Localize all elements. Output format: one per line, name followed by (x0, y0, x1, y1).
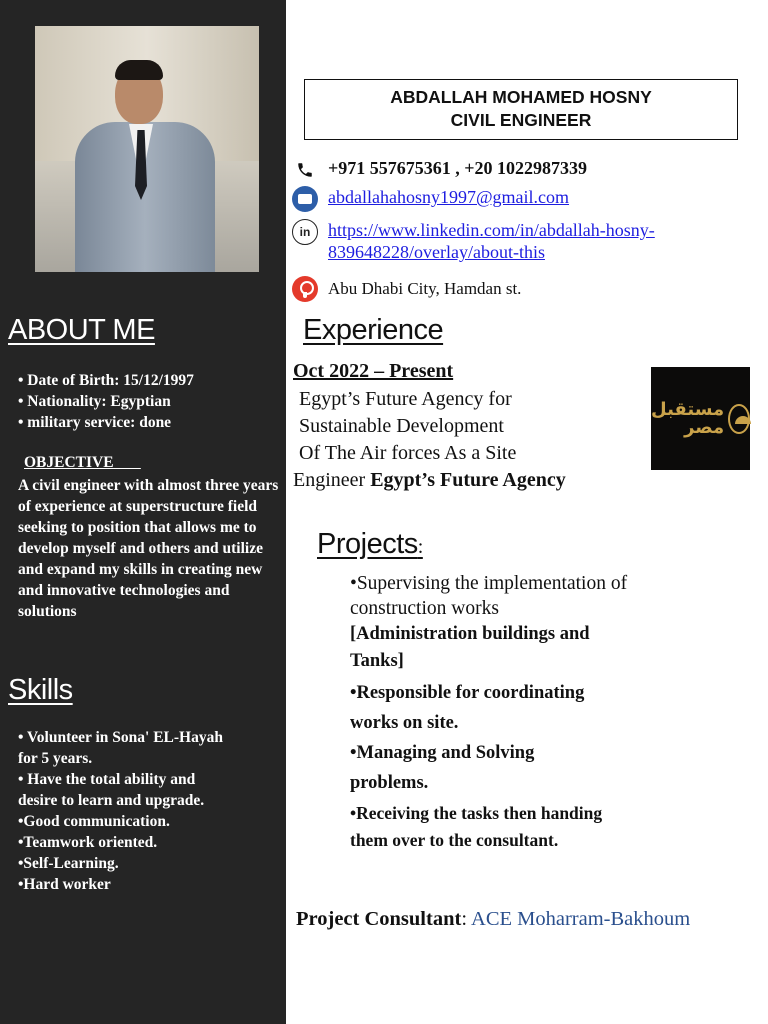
objective-heading: OBJECTIVE (24, 454, 114, 471)
linkedin-row (292, 219, 655, 263)
project-item: [Administration buildings and (350, 624, 590, 644)
project-item: construction works (350, 598, 499, 619)
experience-line: Sustainable Development (299, 415, 504, 437)
sun-emblem-icon (728, 404, 750, 434)
email-row (292, 186, 569, 212)
projects-colon: : (417, 536, 423, 558)
phone-row (292, 157, 587, 183)
logo-text (651, 398, 725, 438)
list-item: • Date of Birth: 15/12/1997 (18, 372, 194, 389)
list-item: for 5 years. (18, 750, 93, 767)
objective-text: A civil engineer with almost three years of experience at superstructure field seeking to position that allows me to develop myself and others and utilize and expand my skills in creating new and innovative technologies and solutions (18, 477, 279, 620)
project-item: •Managing and Solving (350, 743, 535, 763)
experience-date: Oct 2022 – Present (293, 360, 454, 382)
email-link[interactable]: abdallahahosny1997@gmail.com (328, 187, 570, 207)
linkedin-link-line2[interactable]: 839648228/overlay/about-this (328, 242, 545, 262)
project-item: •Supervising the implementation of (350, 573, 628, 594)
projects-list (350, 570, 750, 854)
location-pin-icon (292, 276, 318, 302)
personal-info-list (18, 370, 280, 433)
project-item: them over to the consultant. (350, 830, 559, 850)
experience-line: Of The Air forces As a Site (299, 442, 517, 464)
linkedin-icon: in (292, 219, 318, 245)
consultant-label: Project Consultant (296, 908, 462, 930)
project-consultant (296, 908, 690, 931)
list-item: • Volunteer in Sona' EL-Hayah (18, 729, 223, 746)
linkedin-link-line1[interactable]: https://www.linkedin.com/in/abdallah-hosny- (328, 220, 655, 240)
experience-heading: Experience (303, 314, 444, 346)
list-item: • military service: done (18, 414, 172, 431)
projects-heading (317, 528, 423, 561)
about-me-heading: ABOUT ME (8, 314, 155, 346)
project-item: works on site. (350, 713, 459, 733)
list-item: desire to learn and upgrade. (18, 792, 205, 809)
full-name: ABDALLAH MOHAMED HOSNY (390, 87, 652, 107)
employer-name: Egypt’s Future Agency (370, 469, 566, 491)
logo-text-line: مستقبل (651, 398, 725, 420)
address-row (292, 276, 521, 302)
phone-icon (292, 157, 318, 183)
project-item: problems. (350, 773, 429, 793)
phone-numbers: +971 557675361 , +20 1022987339 (328, 158, 588, 178)
list-item: • Have the total ability and (18, 771, 196, 788)
list-item: •Self-Learning. (18, 855, 119, 872)
project-item: •Responsible for coordinating (350, 683, 585, 703)
job-title: CIVIL ENGINEER (450, 110, 592, 130)
experience-description (293, 386, 633, 494)
consultant-name: ACE Moharram-Bakhoum (471, 908, 691, 930)
email-icon (292, 186, 318, 212)
experience-line: Egypt’s Future Agency for (299, 388, 512, 410)
name-title-box (304, 79, 738, 140)
project-item: Tanks] (350, 651, 404, 671)
skills-heading: Skills (8, 674, 73, 706)
list-item: •Teamwork oriented. (18, 834, 158, 851)
projects-heading-text: Projects (317, 528, 418, 560)
list-item: •Good communication. (18, 813, 170, 830)
profile-photo (35, 26, 259, 272)
list-item: • Nationality: Egyptian (18, 393, 171, 410)
experience-line (293, 467, 633, 494)
sidebar (0, 0, 286, 1024)
logo-text-line: مصر (684, 416, 725, 438)
experience-role-text: Engineer (293, 469, 371, 491)
list-item: •Hard worker (18, 876, 111, 893)
company-logo (651, 367, 750, 470)
linkedin-link[interactable] (328, 219, 655, 263)
address: Abu Dhabi City, Hamdan st. (328, 279, 522, 298)
skills-list (18, 727, 280, 895)
project-item: •Receiving the tasks then handing (350, 803, 603, 823)
consultant-separator: : (461, 908, 472, 930)
